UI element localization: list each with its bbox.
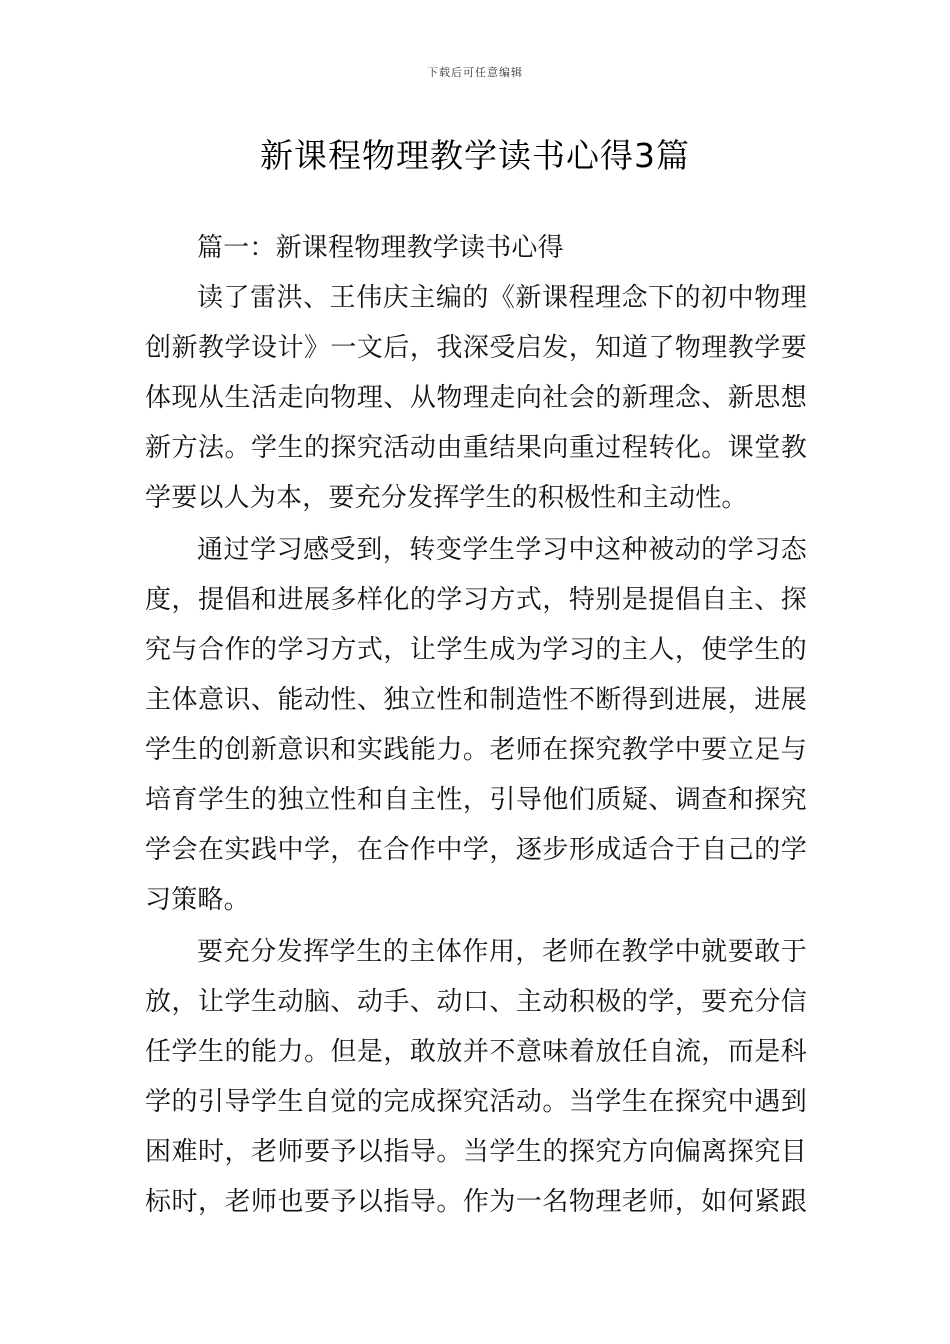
paragraph-line: 体现从生活走向物理、从物理走向社会的新理念、新思想: [145, 383, 807, 413]
document-title: 新课程物理教学读书心得3篇: [260, 136, 690, 175]
paragraph-line: 新方法。学生的探究活动由重结果向重过程转化。课堂教: [145, 433, 807, 463]
paragraph-line: 要充分发挥学生的主体作用，老师在教学中就要敢于: [197, 937, 807, 967]
paragraph-3: [145, 927, 807, 1227]
header-note: 下载后可任意编辑: [427, 66, 523, 79]
paragraph-line: 任学生的能力。但是，敢放并不意味着放任自流，而是科: [145, 1037, 807, 1067]
paragraph-line: 学会在实践中学，在合作中学，逐步形成适合于自己的学: [145, 835, 807, 865]
paragraph-line: 困难时，老师要予以指导。当学生的探究方向偏离探究目: [145, 1137, 807, 1167]
paragraph-line: 读了雷洪、王伟庆主编的《新课程理念下的初中物理: [197, 283, 807, 313]
paragraph-line: 培育学生的独立性和自主性，引导他们质疑、调查和探究: [145, 785, 807, 815]
paragraph-line: 标时，老师也要予以指导。作为一名物理老师，如何紧跟: [145, 1187, 807, 1217]
section-heading: 篇一：新课程物理教学读书心得: [197, 233, 564, 263]
paragraph-line: 通过学习感受到，转变学生学习中这种被动的学习态: [197, 535, 807, 565]
paragraph-line: 学的引导学生自觉的完成探究活动。当学生在探究中遇到: [145, 1087, 807, 1117]
paragraph-line: 创新教学设计》一文后，我深受启发，知道了物理教学要: [145, 333, 807, 363]
paragraph-line: 学生的创新意识和实践能力。老师在探究教学中要立足与: [145, 735, 807, 765]
document-body: [145, 223, 807, 1227]
paragraph-line: 放，让学生动脑、动手、动口、主动积极的学，要充分信: [145, 987, 807, 1017]
paragraph-line: 习策略。: [145, 885, 250, 915]
paragraph-2: [145, 525, 807, 925]
paragraph-line: 主体意识、能动性、独立性和制造性不断得到进展，进展: [145, 685, 807, 715]
paragraph-line: 究与合作的学习方式，让学生成为学习的主人，使学生的: [145, 635, 807, 665]
paragraph-line: 度，提倡和进展多样化的学习方式，特别是提倡自主、探: [145, 585, 807, 615]
paragraph-line: 学要以人为本，要充分发挥学生的积极性和主动性。: [145, 483, 748, 513]
paragraph-1: [145, 273, 807, 523]
